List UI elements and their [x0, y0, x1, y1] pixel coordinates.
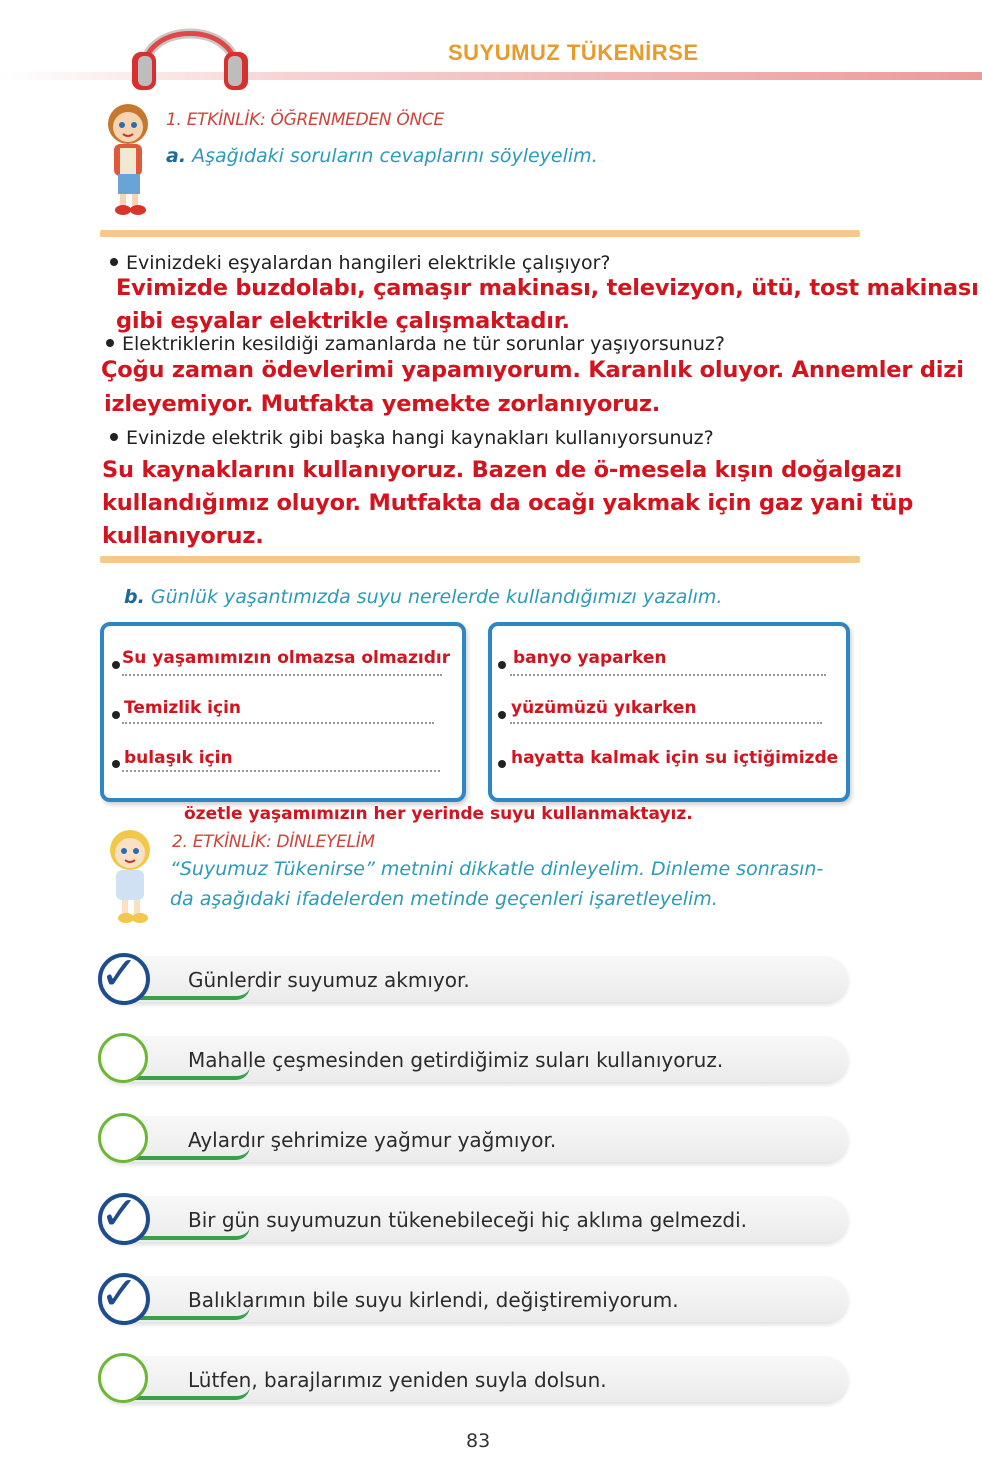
- right-box-item: hayatta kalmak için su içtiğimizde: [511, 748, 839, 768]
- statement-checkbox[interactable]: [98, 1113, 148, 1163]
- statement-text: Balıklarımın bile suyu kirlendi, değiştiremiyorum.: [188, 1288, 679, 1312]
- answer-3-line-1: Su kaynaklarını kullanıyoruz. Bazen de ö-mesela kışın doğalgazı: [102, 457, 902, 483]
- left-box-item: bulaşık için: [124, 748, 233, 768]
- question-1: Evinizdeki eşyalardan hangileri elektrikle çalışıyor?: [110, 252, 611, 274]
- page-number: 83: [466, 1430, 491, 1452]
- statement-text: Mahalle çeşmesinden getirdiğimiz suları kullanıyoruz.: [188, 1048, 724, 1072]
- answer-1-line-1: Evimizde buzdolabı, çamaşır makinası, televizyon, ütü, tost makinası: [116, 275, 979, 301]
- answer-1-line-2: gibi eşyalar elektrikle çalışmaktadır.: [116, 308, 570, 334]
- divider-bottom: [100, 556, 860, 563]
- part-a-text: Aşağıdaki soruların cevaplarını söyleyelim.: [192, 145, 598, 167]
- activity2-instruction-line-2: da aşağıdaki ifadelerden metinde geçenleri işaretleyelim.: [170, 888, 718, 910]
- check-icon: ✓: [100, 1186, 139, 1240]
- statement-text: Günlerdir suyumuz akmıyor.: [188, 968, 470, 992]
- check-icon: ✓: [100, 1266, 139, 1320]
- summary-answer: özetle yaşamımızın her yerinde suyu kullanmaktayız.: [184, 804, 693, 824]
- page-title: SUYUMUZ TÜKENİRSE: [448, 40, 699, 65]
- part-b-letter: b.: [124, 586, 145, 608]
- answer-3-line-3: kullanıyoruz.: [102, 523, 264, 549]
- divider-top: [100, 230, 860, 237]
- question-2: Elektriklerin kesildiği zamanlarda ne tür sorunlar yaşıyorsunuz?: [106, 333, 725, 355]
- girl-character-icon: [98, 100, 160, 218]
- answer-2-line-1: Çoğu zaman ödevlerimi yapamıyorum. Karanlık oluyor. Annemler dizi: [101, 357, 964, 383]
- statement-text: Bir gün suyumuzun tükenebileceği hiç aklıma gelmezdi.: [188, 1208, 748, 1232]
- answer-3-line-2: kullandığımız oluyor. Mutfakta da ocağı yakmak için gaz yani tüp: [102, 490, 914, 516]
- activity1-instruction: [166, 145, 598, 167]
- right-box-item: yüzümüzü yıkarken: [511, 698, 697, 718]
- statement-text: Aylardır şehrimize yağmur yağmıyor.: [188, 1128, 557, 1152]
- left-box-item: Su yaşamımızın olmazsa olmazıdır: [122, 648, 451, 668]
- left-box-item: Temizlik için: [124, 698, 242, 718]
- activity2-instruction-line-1: “Suyumuz Tükenirse” metnini dikkatle dinleyelim. Dinleme sonrasın-: [170, 858, 824, 880]
- activity2-label: 2. ETKİNLİK: DİNLEYELİM: [172, 832, 375, 852]
- part-b-instruction: [124, 586, 722, 608]
- right-box-item: banyo yaparken: [513, 648, 667, 668]
- question-3: Evinizde elektrik gibi başka hangi kaynakları kullanıyorsunuz?: [110, 427, 714, 449]
- statement-checkbox[interactable]: [98, 1353, 148, 1403]
- part-a-letter: a.: [166, 145, 187, 167]
- answer-2-line-2: izleyemiyor. Mutfakta yemekte zorlanıyoruz.: [104, 391, 661, 417]
- statement-text: Lütfen, barajlarımız yeniden suyla dolsun.: [188, 1368, 607, 1392]
- headphones-icon: [130, 0, 250, 92]
- listening-girl-icon: [100, 826, 162, 926]
- statement-checkbox[interactable]: [98, 1033, 148, 1083]
- check-icon: ✓: [100, 946, 139, 1000]
- activity1-label: 1. ETKİNLİK: ÖĞRENMEDEN ÖNCE: [166, 110, 444, 130]
- part-b-text: Günlük yaşantımızda suyu nerelerde kullandığımızı yazalım.: [150, 586, 723, 608]
